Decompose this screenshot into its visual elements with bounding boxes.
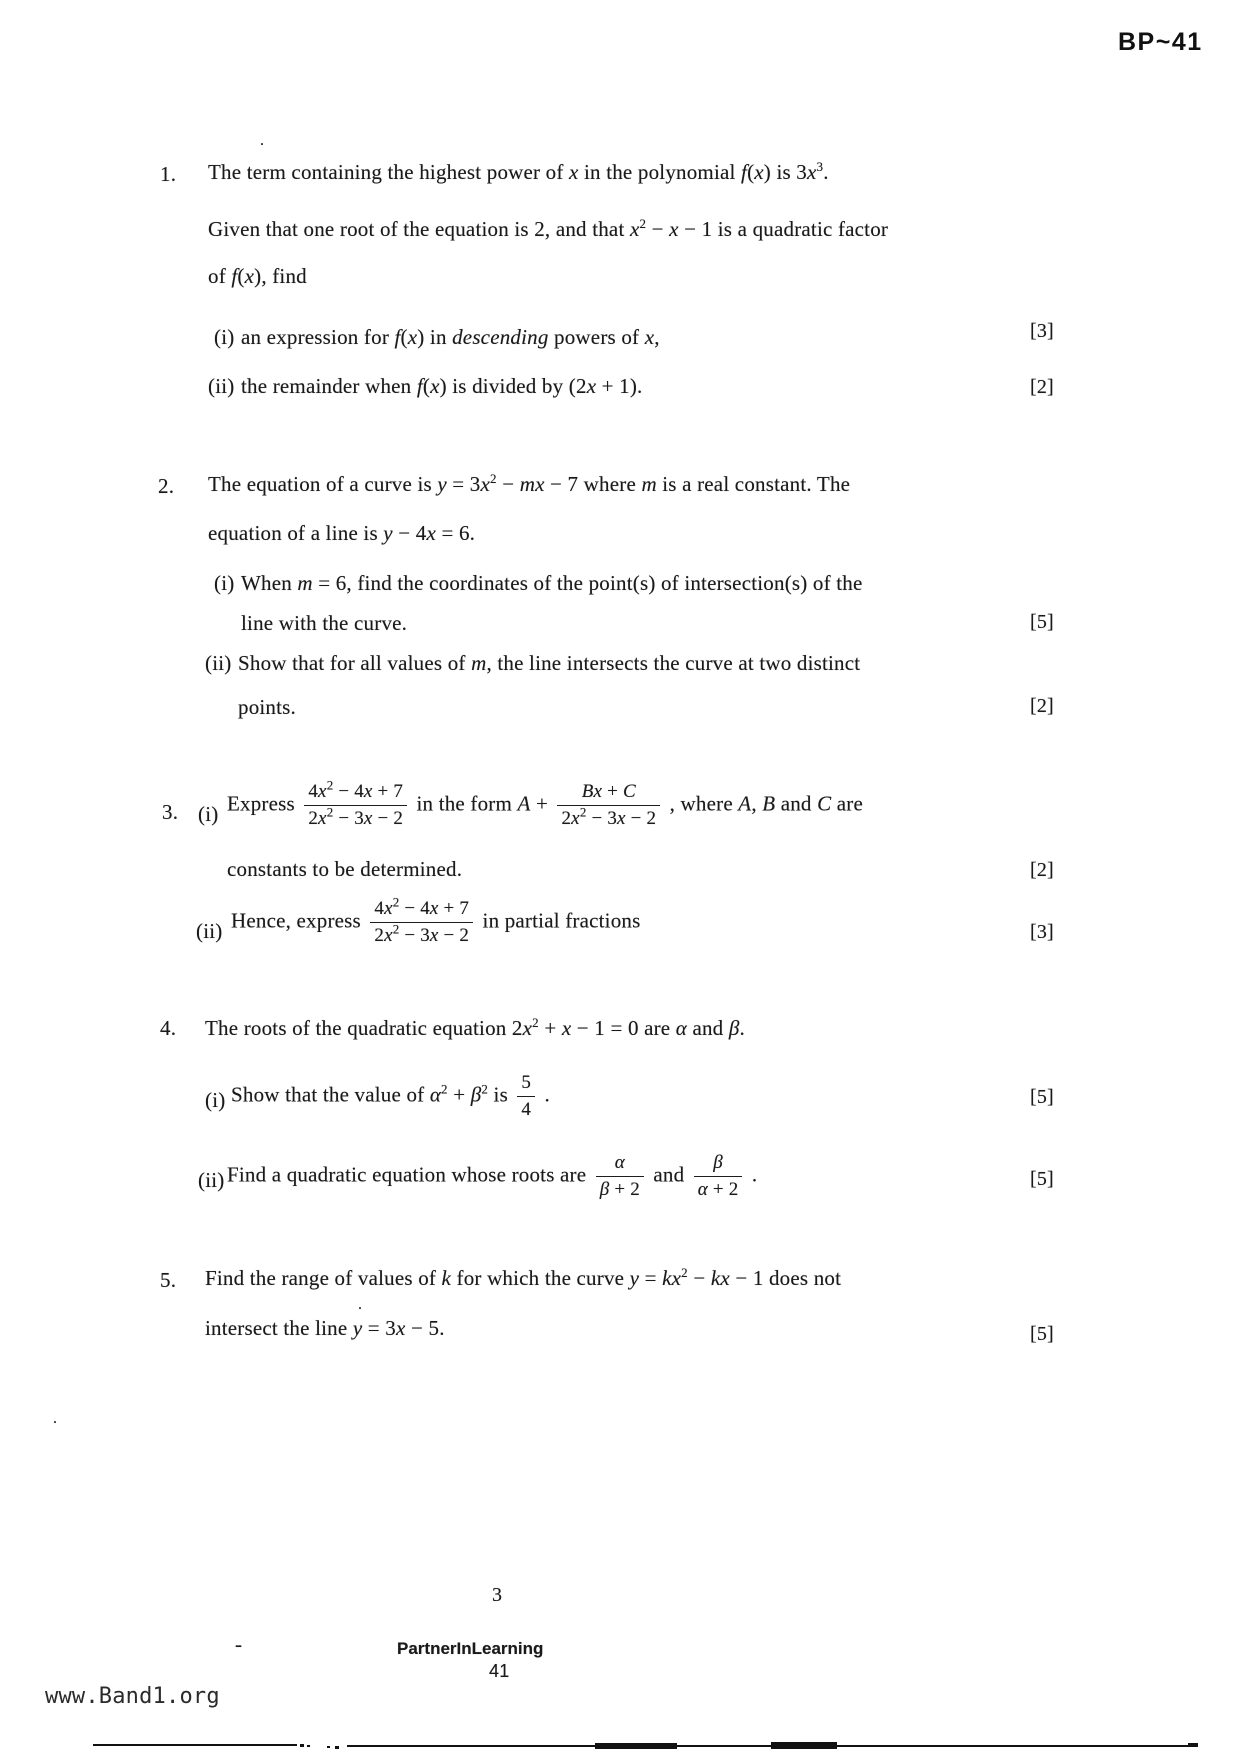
question-1-line-1: The term containing the highest power of x in the polynomial f(x) is $3x^3$. bbox=[208, 159, 829, 184]
question-1-part-ii-marks: [2] bbox=[1030, 376, 1054, 398]
scan-line-artifact bbox=[93, 1744, 297, 1746]
question-1-part-i-text: an expression for f(x) in descending powers of x, bbox=[241, 325, 660, 349]
question-3-part-i-line-2: constants to be determined. bbox=[227, 857, 463, 881]
page-number: 3 bbox=[492, 1584, 503, 1606]
question-3-part-i-expression: Express $\frac{4x^2 - 4x + 7}{2x^2 - 3x - 2}$ in the form A + $\frac{Bx + C}{2x^2 - 3x - 2}$ , where A, B and C are bbox=[227, 777, 863, 829]
footer-brand: PartnerInLearning bbox=[397, 1639, 544, 1658]
scan-line-artifact bbox=[1188, 1743, 1198, 1747]
question-2-part-ii-marks: [2] bbox=[1030, 695, 1054, 717]
scan-line-artifact bbox=[335, 1746, 339, 1749]
question-4-part-i-marks: [5] bbox=[1030, 1086, 1054, 1108]
question-4-part-i-label: (i) bbox=[205, 1088, 226, 1112]
paper-code: BP~41 bbox=[1118, 28, 1203, 56]
question-2-part-ii-line-2: points. bbox=[238, 695, 296, 719]
scan-line-artifact bbox=[300, 1744, 304, 1747]
question-3-part-i-label: (i) bbox=[198, 802, 219, 826]
question-4-line-1: The roots of the quadratic equation $2x^2 + x - 1 = 0$ are α and β. bbox=[205, 1015, 745, 1040]
question-2-part-ii-label: (ii) bbox=[205, 651, 232, 675]
scan-line-artifact bbox=[327, 1746, 330, 1748]
question-1-number: 1. bbox=[160, 162, 177, 186]
question-3-part-ii-label: (ii) bbox=[196, 919, 223, 943]
scan-dot-artifact: . bbox=[53, 1410, 58, 1427]
question-2-part-i-marks: [5] bbox=[1030, 611, 1054, 633]
watermark-url: www.Band1.org bbox=[45, 1684, 220, 1709]
question-1-line-2: Given that one root of the equation is 2, and that $x^2 - x - 1$ is a quadratic factor bbox=[208, 216, 889, 241]
question-2-part-i-line-2: line with the curve. bbox=[241, 611, 408, 635]
question-4-number: 4. bbox=[160, 1016, 177, 1040]
question-5-line-1: Find the range of values of k for which the curve $y = kx^2$ − kx − 1 does not bbox=[205, 1265, 842, 1290]
question-1-part-ii-text: the remainder when f(x) is divided by (2x + 1). bbox=[241, 374, 643, 398]
question-2-part-ii-line-1: Show that for all values of m, the line intersects the curve at two distinct bbox=[238, 651, 861, 675]
footer-brand-number: 41 bbox=[489, 1661, 510, 1681]
scan-line-artifact bbox=[307, 1745, 310, 1747]
question-2-line-1: The equation of a curve is $y = 3x^2$ − mx − 7 where m is a real constant. The bbox=[208, 471, 851, 496]
question-4-part-ii-marks: [5] bbox=[1030, 1168, 1054, 1190]
question-2-number: 2. bbox=[158, 474, 175, 498]
question-4-part-i-expression: Show that the value of $\alpha^2 + \beta^2$ is $\frac{5}{4}$ . bbox=[231, 1072, 550, 1120]
question-2-part-i-label: (i) bbox=[214, 571, 235, 595]
question-5-number: 5. bbox=[160, 1268, 177, 1292]
question-2-line-2: equation of a line is y − 4x = 6. bbox=[208, 521, 476, 545]
scan-dot-artifact: . bbox=[260, 132, 265, 149]
question-1-part-ii-label: (ii) bbox=[208, 374, 235, 398]
footer-dash: - bbox=[235, 1632, 243, 1656]
question-1-line-3: of f(x), find bbox=[208, 264, 307, 288]
question-1-part-i-label: (i) bbox=[214, 325, 235, 349]
scan-line-artifact bbox=[595, 1743, 677, 1749]
scan-dot-artifact: . bbox=[358, 1296, 363, 1313]
question-1-part-i-marks: [3] bbox=[1030, 320, 1054, 342]
question-4-part-ii-label: (ii) bbox=[198, 1168, 225, 1192]
question-5-marks: [5] bbox=[1030, 1323, 1054, 1345]
question-3-number: 3. bbox=[162, 800, 179, 824]
scan-line-artifact bbox=[771, 1742, 837, 1749]
question-3-part-ii-expression: Hence, express $\frac{4x^2 - 4x + 7}{2x^2 - 3x - 2}$ in partial fractions bbox=[231, 894, 641, 946]
question-5-line-2: intersect the line y = 3x − 5. bbox=[205, 1316, 445, 1340]
question-2-part-i-line-1: When m = 6, find the coordinates of the point(s) of intersection(s) of the bbox=[241, 571, 863, 595]
question-3-part-i-marks: [2] bbox=[1030, 859, 1054, 881]
question-4-part-ii-expression: Find a quadratic equation whose roots are $\frac{\alpha}{\beta + 2}$ and $\frac{\beta}{\alpha + 2}$ . bbox=[227, 1152, 758, 1200]
scan-line-artifact bbox=[347, 1745, 1190, 1747]
question-3-part-ii-marks: [3] bbox=[1030, 921, 1054, 943]
